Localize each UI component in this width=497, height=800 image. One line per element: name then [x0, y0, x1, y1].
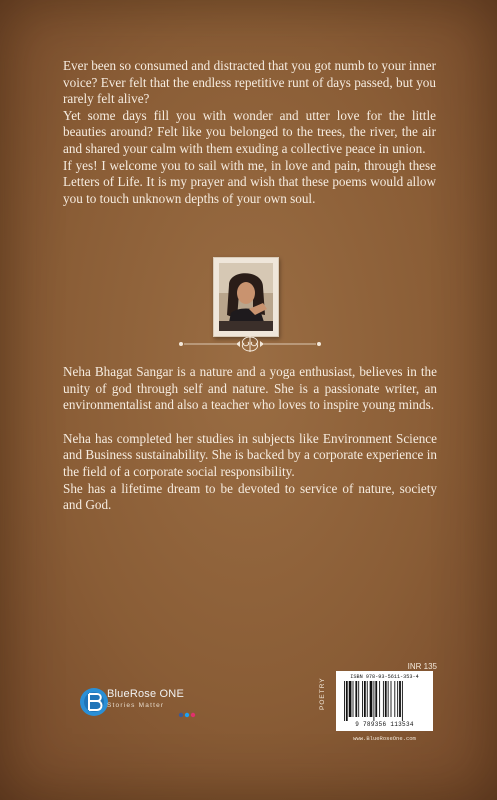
price-label: INR 135: [407, 662, 437, 671]
isbn-barcode: [336, 671, 433, 731]
publisher-website: www.BlueRoseOne.com: [353, 735, 416, 742]
ornament-divider: [178, 334, 322, 354]
barcode-icon: [342, 681, 427, 723]
blurb-paragraph-3: If yes! I welcome you to sail with me, in love and pain, through these Letters of Life. It is my prayer and wish that these poems would allow you to touch unknown depths of your own soul.: [63, 157, 436, 206]
bio-paragraph-1: Neha Bhagat Sangar is a nature and a yoga enthusiast, believes in the unity of god through self and nature. She is a passionate writer, an environmentalist and also a teacher who loves to inspire young minds.: [63, 364, 437, 413]
genre-label: POETRY: [319, 677, 326, 710]
author-photo: [213, 257, 279, 337]
book-blurb: [63, 58, 436, 207]
publisher-name: BlueRose ONE: [107, 688, 184, 700]
publisher-tagline: Stories Matter: [107, 702, 165, 709]
social-media-icon: [178, 712, 198, 718]
isbn-digits: 9 789356 113534: [355, 721, 414, 728]
author-bio: [63, 364, 437, 514]
bio-paragraph-3: She has a lifetime dream to be devoted to service of nature, society and God.: [63, 480, 437, 513]
blurb-paragraph-1: Ever been so consumed and distracted that you got numb to your inner voice? Ever felt that the endless repetitive runt of days passed, but you rarely felt alive?: [63, 58, 436, 107]
isbn-number: ISBN 978-93-5611-353-4: [350, 674, 419, 680]
blurb-paragraph-2: Yet some days fill you with wonder and utter love for the little beauties around? Felt like you belonged to the trees, the river, the air and shared your calm with them exuding a collective peace in union.: [63, 107, 436, 156]
bio-paragraph-2: Neha has completed her studies in subjects like Environment Science and Business sustainability. She is backed by a corporate experience in the field of a corporate social responsibility.: [63, 430, 437, 479]
